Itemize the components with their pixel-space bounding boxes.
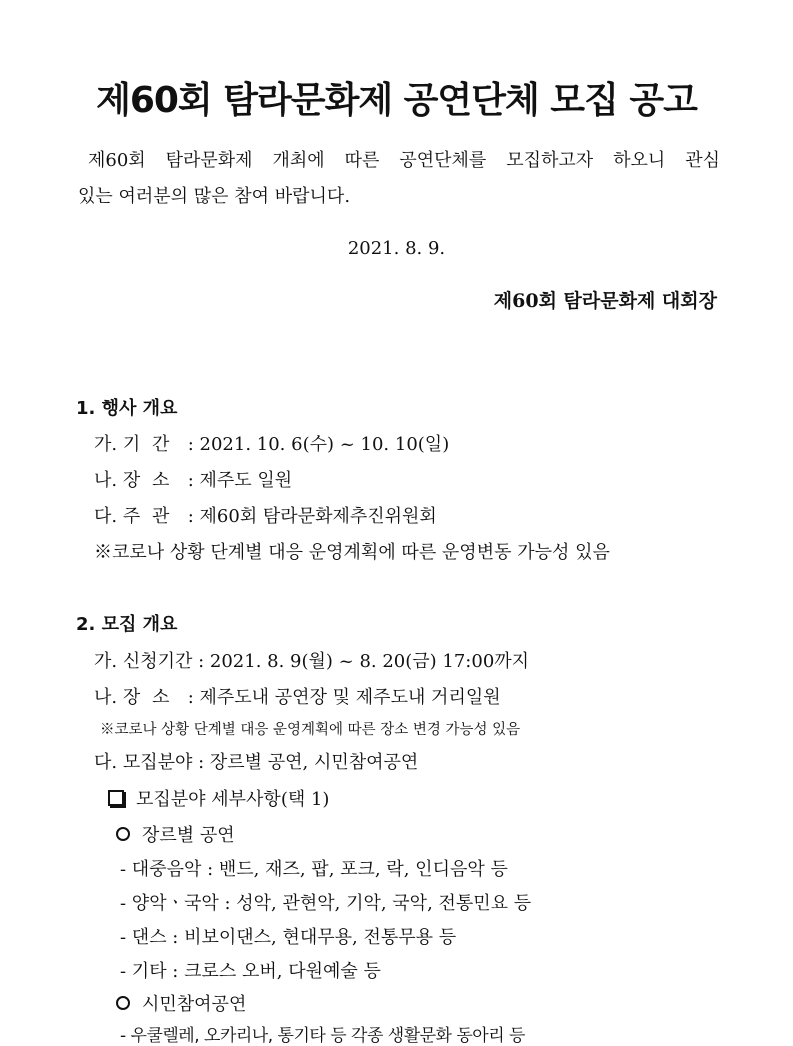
citizen-item: - 우쿨렐레, 오카리나, 통기타 등 각종 생활문화 동아리 등 [120, 1026, 525, 1046]
genre-item: - 양악ㆍ국악 : 성악, 관현악, 기악, 국악, 전통민요 등 [120, 893, 532, 914]
row-label-2: 소 [152, 687, 170, 708]
section-1-heading: 1. 행사 개요 [76, 398, 178, 419]
checkbox-square-icon [108, 790, 124, 806]
citizen-heading-text: 시민참여공연 [142, 994, 247, 1015]
detail-heading [108, 785, 329, 811]
event-host-row [94, 502, 437, 528]
announcement-date: 2021. 8. 9. [347, 238, 446, 259]
genre-item: - 댄스 : 비보이댄스, 현대무용, 전통무용 등 [120, 927, 457, 948]
venue-note: ※코로나 상황 단계별 대응 운영계획에 따른 장소 변경 가능성 있음 [100, 722, 521, 738]
row-label: 가. 기 [94, 434, 141, 455]
citizen-heading [116, 990, 246, 1016]
row-label: 나. 장 [94, 687, 141, 708]
application-period-row: 가. 신청기간 : 2021. 8. 9(월) ~ 8. 20(금) 17:00까지 [94, 651, 530, 672]
event-note: ※코로나 상황 단계별 대응 운영계획에 따른 운영변동 가능성 있음 [94, 542, 610, 563]
genre-heading [116, 821, 235, 847]
row-value: : 제주도 일원 [187, 470, 293, 491]
event-period-row [94, 430, 449, 456]
recruit-field-row: 다. 모집분야 : 장르별 공연, 시민참여공연 [94, 752, 419, 773]
row-label: 다. 주 [94, 506, 141, 527]
genre-item: - 대중음악 : 밴드, 재즈, 팝, 포크, 락, 인디음악 등 [120, 859, 508, 880]
genre-heading-text: 장르별 공연 [142, 825, 235, 846]
genre-item: - 기타 : 크로스 오버, 다원예술 등 [120, 961, 381, 982]
row-value: : 제60회 탐라문화제추진위원회 [187, 506, 437, 527]
circle-bullet-icon [116, 827, 130, 841]
row-value: : 2021. 10. 6(수) ~ 10. 10(일) [187, 434, 450, 455]
organizer-signature: 제60회 탐라문화제 대회장 [493, 290, 717, 312]
section-2-heading: 2. 모집 개요 [76, 614, 178, 635]
row-label-2: 간 [152, 434, 170, 455]
intro-line-2: 있는 여러분의 많은 참여 바랍니다. [78, 186, 351, 207]
event-venue-row [94, 466, 292, 492]
circle-bullet-icon [116, 996, 130, 1010]
row-value: : 제주도내 공연장 및 제주도내 거리일원 [187, 687, 501, 708]
performance-venue-row [94, 683, 501, 709]
row-label-2: 소 [152, 470, 170, 491]
row-label: 나. 장 [94, 470, 141, 491]
intro-line-1: 제60회 탐라문화제 개최에 따른 공연단체를 모집하고자 하오니 관심 [88, 150, 720, 171]
page-title: 제60회 탐라문화제 공연단체 모집 공고 [96, 80, 697, 121]
row-label-2: 관 [152, 506, 170, 527]
detail-heading-text: 모집분야 세부사항(택 1) [136, 789, 330, 810]
